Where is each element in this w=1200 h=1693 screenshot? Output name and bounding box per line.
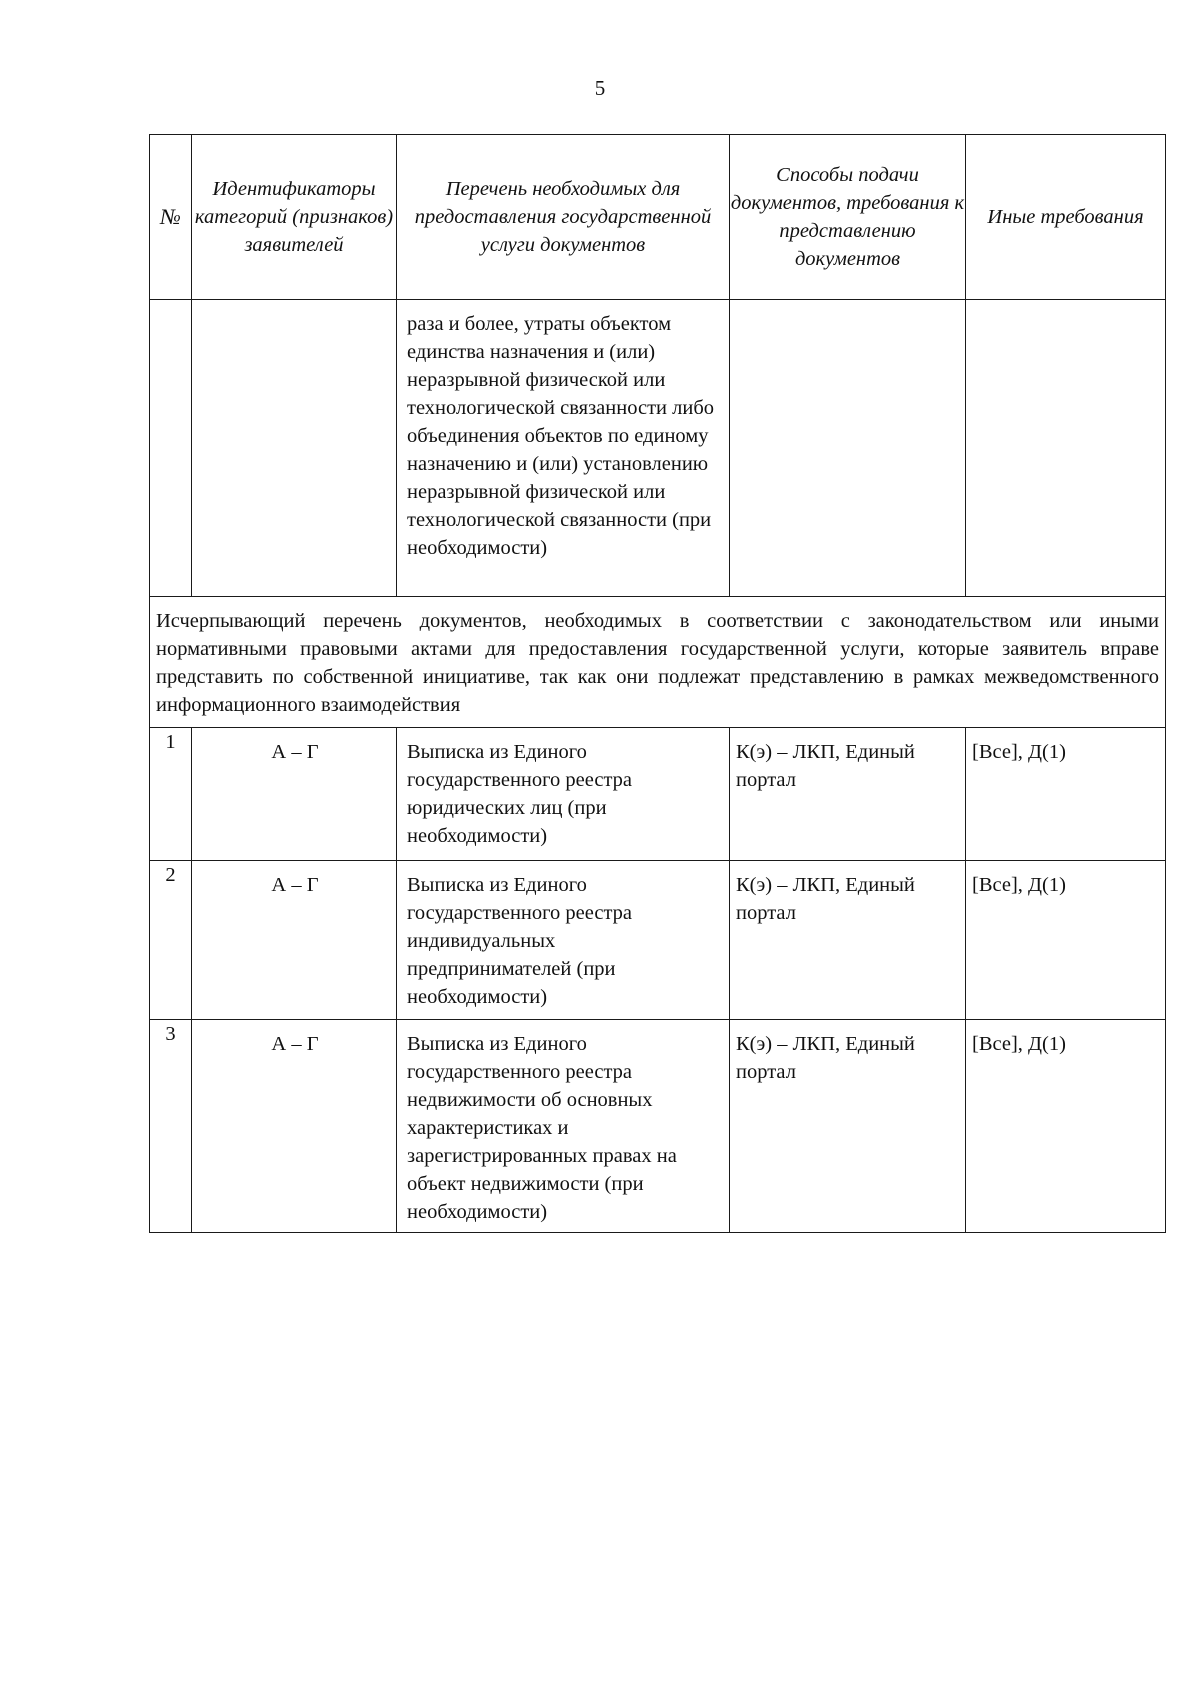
cell-method: [730, 861, 966, 1020]
row-other: [Все], Д(1): [972, 874, 1066, 896]
section-heading-row: [150, 597, 1166, 728]
row-category: А – Г: [271, 1033, 319, 1055]
cell-category: [192, 728, 397, 861]
row-method: К(э) – ЛКП, Единый портал: [736, 741, 915, 791]
row-document: Выписка из Единого государственного реестра недвижимости об основных характеристиках и зарегистрированных правах на объект недвижимости (при необходимости): [407, 1033, 677, 1223]
continuation-text: раза и более, утраты объектом единства назначения и (или) неразрывной физической или технологической связанности либо объединения объектов по единому назначению и (или) установлению неразрывной физической или технологической связанности (при необходимости): [407, 313, 714, 559]
cell-method: [730, 300, 966, 597]
cell-document: [397, 861, 730, 1020]
cell-category: [192, 1020, 397, 1233]
cell-method: [730, 1020, 966, 1233]
row-number: 2: [150, 861, 192, 1020]
row-method: К(э) – ЛКП, Единый портал: [736, 1033, 915, 1083]
cell-document: [397, 300, 730, 597]
header-methods: Способы подачи документов, требования к представлению документов: [730, 135, 966, 300]
header-other-requirements: Иные требования: [966, 135, 1166, 300]
section-heading: Исчерпывающий перечень документов, необходимых в соответствии с законодательством или иными нормативными правовыми актами для предоставления государственной услуги, которые заявитель вправе представить по собственной инициативе, так как они подлежат представлению в рамках межведомственного информационного взаимодействия: [150, 597, 1166, 728]
cell-category: [192, 300, 397, 597]
cell-other: [966, 1020, 1166, 1233]
cell-document: [397, 1020, 730, 1233]
cell-other: [966, 300, 1166, 597]
table-row: [150, 1020, 1166, 1233]
row-document: Выписка из Единого государственного реестра индивидуальных предпринимателей (при необходимости): [407, 874, 633, 1008]
row-other: [Все], Д(1): [972, 1033, 1066, 1055]
header-identifiers: Идентификаторы категорий (признаков) заявителей: [192, 135, 397, 300]
cell-document: [397, 728, 730, 861]
header-documents: Перечень необходимых для предоставления государственной услуги документов: [397, 135, 730, 300]
row-other: [Все], Д(1): [972, 741, 1066, 763]
row-category: А – Г: [271, 874, 319, 896]
table-header: [150, 135, 1166, 300]
table-row: [150, 728, 1166, 861]
row-method: К(э) – ЛКП, Единый портал: [736, 874, 915, 924]
cell-other: [966, 861, 1166, 1020]
cell-number: [150, 300, 192, 597]
cell-other: [966, 728, 1166, 861]
cell-category: [192, 861, 397, 1020]
requirements-table: [149, 134, 1166, 1233]
row-document: Выписка из Единого государственного реестра юридических лиц (при необходимости): [407, 741, 633, 847]
header-number: №: [150, 135, 192, 300]
page-number: 5: [594, 76, 606, 100]
row-category: А – Г: [271, 741, 319, 763]
row-number: 1: [150, 728, 192, 861]
cell-method: [730, 728, 966, 861]
table-row: [150, 861, 1166, 1020]
table-row-continuation: [150, 300, 1166, 597]
row-number: 3: [150, 1020, 192, 1233]
